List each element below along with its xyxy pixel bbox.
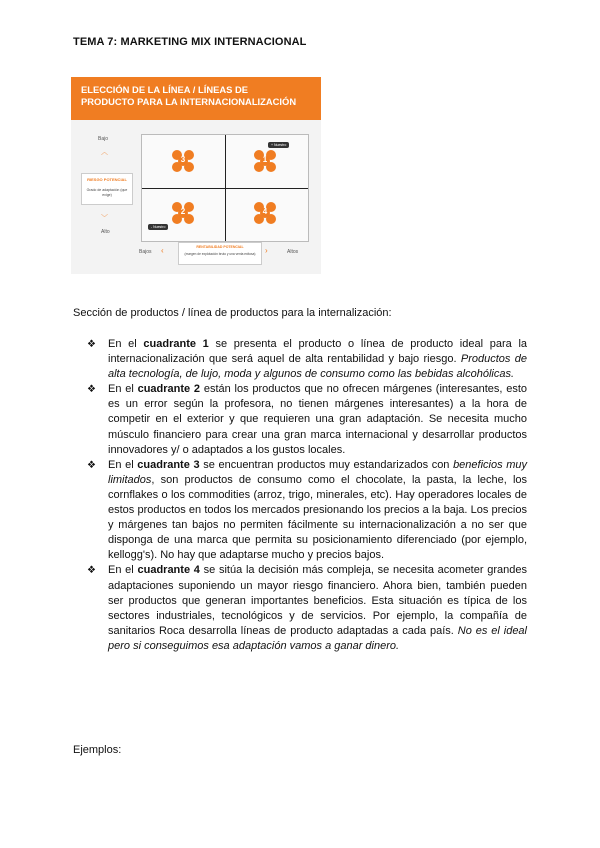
list-item bbox=[87, 563, 527, 654]
tag-top-right: + Nuestro bbox=[268, 142, 289, 148]
profitability-axis bbox=[71, 241, 321, 267]
axis-label-bajos: Bajos bbox=[139, 249, 152, 255]
item-prefix: En el bbox=[108, 458, 138, 471]
item-prefix: En el bbox=[108, 338, 144, 350]
profitability-box bbox=[178, 242, 262, 265]
section-intro: Sección de productos / línea de productos para la internalización: bbox=[73, 307, 392, 319]
item-suffix: , son productos de consumo como el chocolate, la pasta, la leche, los cornflakes o los commodities (arroz, trigo, minerales, etc). Hay operadores locales de estos productos en todos los mercados presionando los precios a la baja. Los precios y márgenes tan bajos no permiten fácilmente su internacionalización a no ser que disponga de una marca que permita su posicionamiento diferenciado (por ejemplo, kellogg's). No hay que adaptarse mucho y precios bajos. bbox=[108, 473, 527, 562]
item-italic: beneficios muy limitados bbox=[108, 458, 527, 486]
chevron-left-icon: ‹ bbox=[161, 246, 164, 255]
axis-label-altos: Altos bbox=[287, 249, 299, 255]
quadrant-2-icon bbox=[172, 202, 194, 224]
quadrant-1-number: 1 bbox=[262, 155, 268, 164]
quadrant-4-number: 4 bbox=[262, 207, 268, 216]
chevron-right-icon: › bbox=[265, 246, 268, 255]
item-text: se presenta el producto o línea de producto ideal para la internacionalización que será aquel de alta rentabilidad y bajo riesgo. bbox=[108, 338, 528, 366]
profitability-box-title: RENTABILIDAD POTENCIAL bbox=[196, 245, 244, 249]
quadrant-1-icon bbox=[254, 150, 276, 172]
axis-label-bottom: Alto bbox=[101, 229, 110, 235]
risk-box-title: RIESGO POTENCIAL bbox=[87, 177, 127, 182]
diamond-bullet-icon: ❖ bbox=[87, 384, 96, 396]
item-prefix: En el bbox=[108, 564, 138, 577]
list-item bbox=[87, 382, 527, 457]
item-text: están los productos que no ofrecen márgenes (interesantes, esto es un error según la profesora, no tienen márgenes interesantes) a la hora de competir en el exterior y que requieren una gran adaptación. Se necesita mucho músculo financiero para crear una gran marca internacional y desarrollar productos innovadores y/ o adaptados a los gustos locales. bbox=[108, 383, 527, 456]
item-text: se encuentran productos muy estandarizados con bbox=[199, 458, 454, 471]
list-item bbox=[87, 458, 527, 564]
item-italic: Productos de alta tecnología, de lujo, moda y algunos de consumo como las bebidas alcohólicas. bbox=[108, 353, 527, 381]
quadrant-3-icon bbox=[172, 150, 194, 172]
risk-box-text: Grado de adaptación (que exige) bbox=[86, 188, 128, 197]
diamond-bullet-icon: ❖ bbox=[87, 339, 96, 350]
chevron-down-icon: ﹀ bbox=[101, 215, 108, 222]
chevron-up-icon: ︿ bbox=[101, 149, 108, 156]
list-item bbox=[87, 337, 527, 382]
quadrant-grid bbox=[141, 134, 309, 242]
item-bold: cuadrante 1 bbox=[143, 338, 209, 350]
quadrant-3-number: 3 bbox=[180, 155, 186, 164]
item-text: se sitúa la decisión más compleja, se necesita acometer grandes adaptaciones suponiendo un mayor riesgo financiero. Ahora bien, también pueden ser productos que generan importantes beneficios. Esta situación es típica de los sectores industriales, tecnológicos y de servicios. Por ejemplo, la compañía de sanitarios Roca desarrolla líneas de producto adaptadas a cada país. bbox=[108, 564, 527, 637]
banner-line-2: PRODUCTO PARA LA INTERNACIONALIZACIÓN bbox=[81, 96, 297, 107]
product-line-matrix-figure bbox=[71, 77, 321, 274]
item-bold: cuadrante 4 bbox=[137, 564, 200, 577]
item-bold: cuadrante 2 bbox=[137, 383, 201, 396]
examples-label: Ejemplos: bbox=[73, 744, 122, 756]
risk-box bbox=[81, 173, 133, 205]
item-bold: cuadrante 3 bbox=[137, 458, 200, 471]
quadrant-list bbox=[87, 337, 527, 654]
banner-line-1: ELECCIÓN DE LA LÍNEA / LÍNEAS DE bbox=[81, 84, 249, 95]
profitability-box-text: (margen de explotación bruto y una venta exitosa) bbox=[184, 252, 256, 256]
item-italic: No es el ideal pero si conseguimos esa adaptación vamos a ganar dinero. bbox=[108, 624, 527, 652]
diamond-bullet-icon: ❖ bbox=[87, 565, 96, 577]
quadrant-4-icon bbox=[254, 202, 276, 224]
item-prefix: En el bbox=[108, 383, 138, 396]
tag-bottom-left: - Nuestro bbox=[148, 224, 168, 230]
quadrant-2-number: 2 bbox=[180, 207, 186, 216]
diamond-bullet-icon: ❖ bbox=[87, 459, 96, 471]
page-title: TEMA 7: MARKETING MIX INTERNACIONAL bbox=[73, 36, 307, 48]
axis-label-top: Bajo bbox=[98, 136, 109, 142]
horizontal-divider bbox=[142, 188, 308, 189]
figure-banner bbox=[71, 77, 321, 120]
